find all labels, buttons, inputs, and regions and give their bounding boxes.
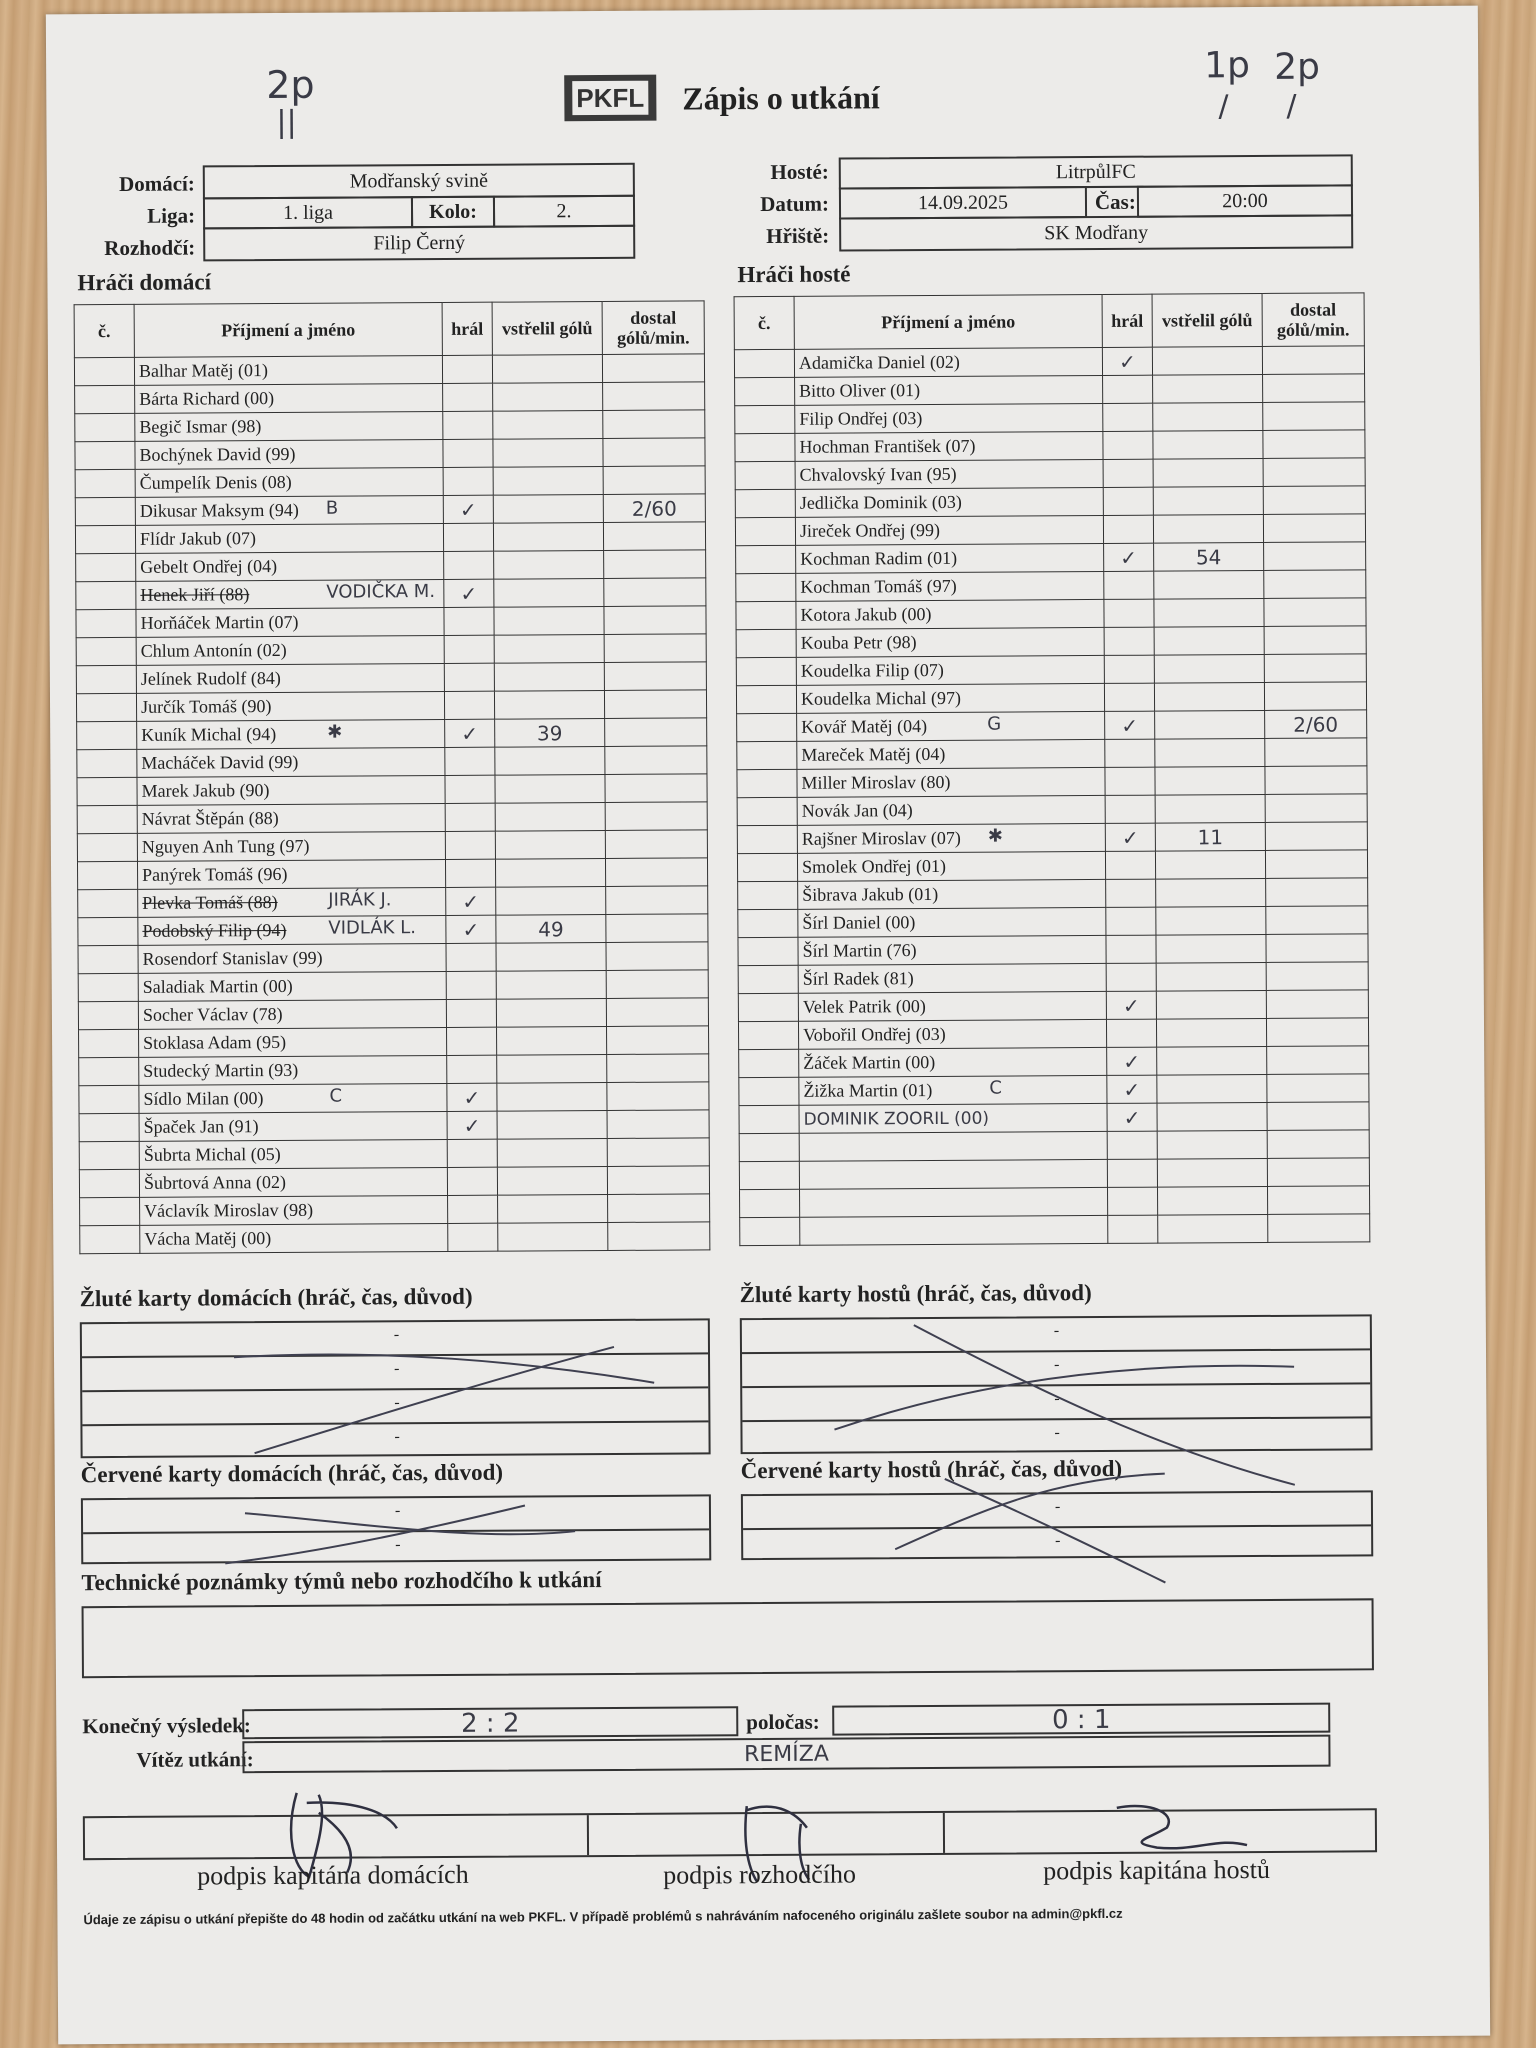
player-name-text: Jedlička Dominik (03) [799, 491, 962, 513]
footnote: Údaje ze zápisu o utkání přepište do 48 hodin od začátku utkání na web PKFL. V případě problémů s nahráváním nafoceného originálu zašlete soubor na admin@pkfl.cz [83, 1905, 1123, 1928]
player-name-text: Rajšner Miroslav (07) [801, 827, 961, 849]
player-played: ✓ [1104, 543, 1154, 571]
date-field: 14.09.2025 [839, 186, 1087, 220]
player-name-text: Henek Jiří (88) [140, 584, 250, 605]
player-name-text: Filip Ondřej (03) [799, 408, 923, 429]
player-name-text: Bitto Oliver (01) [799, 380, 921, 401]
player-played: ✓ [1105, 823, 1155, 851]
player-name-text: Nguyen Anh Tung (97) [141, 835, 310, 857]
player-name-text: DOMINIK ZOORIL (00) [803, 1108, 990, 1130]
player-handwritten-note: G [987, 713, 1002, 735]
col-number: č. [74, 304, 134, 357]
player-name-text: Žižka Martin (01) [803, 1079, 933, 1101]
player-name-text: Dikusar Maksym (94) [139, 499, 299, 521]
away-h2-tally: / [1286, 88, 1297, 124]
player-played: ✓ [446, 887, 496, 915]
player-handwritten-note: C [329, 1085, 343, 1107]
player-handwritten-note: VIDLÁK L. [328, 917, 416, 939]
halftime-label: poločas: [746, 1709, 820, 1735]
red-cards-away-title: Červené karty hostů (hráč, čas, důvod) [740, 1455, 1123, 1484]
player-name-text: Kovář Matěj (04) [801, 716, 928, 737]
player-name-text: Chlum Antonín (02) [140, 639, 287, 661]
player-name-text: Návrat Štěpán (88) [141, 807, 279, 829]
player-handwritten-note: B [325, 497, 339, 519]
player-name-text: Šubrta Michal (05) [143, 1143, 281, 1165]
player-name-text: Václavík Miroslav (98) [144, 1199, 314, 1221]
referee-signature-label: podpis rozhodčího [663, 1859, 857, 1890]
home-team-field: Modřanský svině [203, 163, 635, 200]
player-name-text: Horňáček Martin (07) [140, 611, 299, 633]
player-name-text: Panýrek Tomáš (96) [142, 863, 288, 885]
player-played: ✓ [444, 579, 494, 607]
player-name-text: Hochman František (07) [799, 435, 976, 457]
player-name-text: Socher Václav (78) [142, 1003, 283, 1025]
col-scored: vstřelil gólů [1152, 293, 1262, 347]
col-played: hrál [1102, 294, 1152, 347]
red-cards-home-box: - - [81, 1494, 711, 1564]
player-name-text: Bárta Richard (00) [139, 388, 275, 409]
home-players-title: Hráči domácí [77, 269, 212, 296]
player-name-text: Begič Ismar (98) [139, 416, 262, 437]
player-name-text: Macháček David (99) [141, 751, 299, 773]
player-name-text: Chvalovský Ivan (95) [799, 463, 957, 485]
venue-field: SK Modřany [839, 214, 1353, 251]
player-name-text: Marek Jakub (90) [141, 780, 270, 801]
player-name-text: Studecký Martin (93) [143, 1059, 299, 1081]
player-name-text: Kochman Tomáš (97) [800, 575, 957, 597]
home-halves-note: 2p [266, 62, 315, 108]
date-label: Datum: [760, 191, 830, 217]
player-played: ✓ [1107, 1047, 1157, 1075]
col-conceded: dostal gólů/min. [1262, 293, 1364, 347]
player-played: ✓ [1102, 347, 1152, 375]
player-played: ✓ [1107, 1075, 1157, 1103]
round-field: 2. [493, 195, 635, 228]
player-name-text: Velek Patrik (00) [802, 996, 926, 1017]
col-conceded: dostal gólů/min. [602, 301, 704, 355]
time-field: 20:00 [1137, 184, 1353, 217]
player-name-text: Žáček Martin (00) [803, 1051, 936, 1073]
home-label: Domácí: [118, 171, 195, 196]
player-name-text: Šubrtová Anna (02) [143, 1171, 286, 1193]
player-handwritten-note: ✱ [327, 721, 343, 743]
technical-notes-title: Technické poznámky týmů nebo rozhodčího k utkání [81, 1567, 602, 1596]
col-number: č. [734, 296, 794, 349]
player-name-text: Novák Jan (04) [801, 800, 913, 821]
player-scored: 11 [1155, 822, 1265, 851]
player-name-text: Plevka Tomáš (88) [142, 891, 278, 913]
away-players-title: Hráči hosté [737, 261, 851, 288]
away-team-field: LitrpůlFC [839, 154, 1353, 189]
player-name-text: Balhar Matěj (01) [138, 360, 269, 381]
pkfl-logo: PKFL [564, 75, 656, 122]
player-handwritten-note: VODIČKA M. [326, 581, 436, 603]
player-name-text: Šírl Martin (76) [802, 940, 917, 961]
player-conceded: 2/60 [603, 494, 705, 523]
col-name: Příjmení a jméno [794, 294, 1102, 349]
player-name-text: Kochman Radim (01) [800, 547, 958, 569]
final-result-label: Konečný výsledek: [82, 1713, 251, 1739]
col-played: hrál [442, 302, 492, 355]
player-name-text: Saladiak Martin (00) [142, 975, 293, 997]
player-name-text: Šibrava Jakub (01) [802, 883, 939, 905]
player-scored: 39 [495, 718, 605, 747]
technical-notes-box [82, 1598, 1374, 1678]
red-cards-away-box: - - [741, 1490, 1373, 1560]
referee-field: Filip Černý [203, 225, 635, 262]
player-name-text: Mareček Matěj (04) [801, 743, 946, 765]
player-played: ✓ [1107, 1103, 1157, 1131]
yellow-cards-home-title: Žluté karty domácích (hráč, čas, důvod) [79, 1283, 473, 1312]
player-name-text: Smolek Ondřej (01) [801, 855, 947, 877]
col-scored: vstřelil gólů [492, 302, 602, 356]
away-h1-tally: / [1218, 89, 1229, 125]
halftime-field: 0 : 1 [832, 1703, 1330, 1736]
player-name-text: Vobořil Ondřej (03) [802, 1023, 946, 1045]
league-field: 1. liga [203, 196, 413, 229]
player-name-text: Bochýnek David (99) [139, 443, 296, 465]
venue-label: Hřiště: [766, 223, 830, 248]
player-name-text: Kouba Petr (98) [800, 632, 917, 653]
player-name-text: Jireček Ondřej (99) [799, 519, 940, 541]
player-handwritten-note: ✱ [987, 825, 1004, 847]
player-name-text: Miller Miroslav (80) [801, 771, 951, 793]
player-name-text: Koudelka Michal (97) [800, 687, 962, 709]
player-played: ✓ [1105, 711, 1155, 739]
player-name-text: Kotora Jakub (00) [800, 603, 932, 625]
player-handwritten-note: JIRÁK J. [328, 889, 392, 911]
player-handwritten-note: C [989, 1077, 1003, 1099]
time-label: Čas: [1094, 189, 1136, 214]
player-played: ✓ [1106, 991, 1156, 1019]
player-name-text: Gebelt Ondřej (04) [140, 555, 278, 577]
yellow-cards-away-title: Žluté karty hostů (hráč, čas, důvod) [739, 1280, 1092, 1308]
player-name-text: Stoklasa Adam (95) [143, 1031, 287, 1053]
player-name-text: Jelínek Rudolf (84) [140, 667, 281, 689]
home-tally-note: || [276, 104, 297, 140]
away-captain-signature-label: podpis kapitána hostů [1043, 1854, 1271, 1886]
player-played: ✓ [447, 1083, 497, 1111]
yellow-cards-home-box: - - - - [80, 1318, 711, 1458]
player-name-text: Jurčík Tomáš (90) [140, 696, 272, 717]
player-conceded: 2/60 [1265, 710, 1367, 739]
player-name-text: Šírl Radek (81) [802, 968, 914, 989]
home-captain-signature-label: podpis kapitána domácích [197, 1859, 469, 1891]
document-title: Zápis o utkání [682, 79, 880, 117]
player-name-text: Adamička Daniel (02) [798, 351, 960, 373]
player-name-text: Koudelka Filip (07) [800, 659, 944, 681]
player-name-text: Podobský Filip (94) [142, 919, 287, 941]
referee-label: Rozhodčí: [104, 235, 196, 261]
round-label: Kolo: [411, 196, 495, 229]
winner-label: Vítěz utkání: [136, 1747, 254, 1772]
player-name-text: Vácha Matěj (00) [144, 1228, 272, 1249]
player-name-text: Kuník Michal (94) [141, 723, 277, 745]
final-result-field: 2 : 2 [242, 1706, 738, 1739]
away-h2-note: 2p [1274, 46, 1321, 88]
player-played: ✓ [443, 495, 493, 523]
player-name-text: Čumpelík Denis (08) [139, 471, 292, 493]
away-label: Hosté: [770, 159, 829, 184]
player-scored: 49 [496, 914, 606, 943]
player-name-text: Sídlo Milan (00) [143, 1088, 264, 1109]
match-sheet [46, 6, 1490, 2045]
player-scored: 54 [1154, 542, 1264, 571]
player-name-text: Rosendorf Stanislav (99) [142, 947, 323, 969]
player-name-text: Šírl Daniel (00) [802, 912, 916, 933]
card-cross-out-strokes [46, 6, 1488, 1635]
away-h1-note: 1p [1204, 45, 1251, 87]
winner-field: REMÍZA [242, 1735, 1330, 1774]
player-played: ✓ [446, 915, 496, 943]
yellow-cards-away-box: - - - - [740, 1314, 1373, 1454]
red-cards-home-title: Červené karty domácích (hráč, čas, důvod) [80, 1459, 504, 1488]
player-played: ✓ [445, 719, 495, 747]
col-name: Příjmení a jméno [134, 302, 442, 357]
player-name-text: Špaček Jan (91) [143, 1116, 259, 1137]
player-played: ✓ [447, 1111, 497, 1139]
league-label: Liga: [147, 203, 196, 228]
player-name-text: Flídr Jakub (07) [139, 528, 257, 549]
